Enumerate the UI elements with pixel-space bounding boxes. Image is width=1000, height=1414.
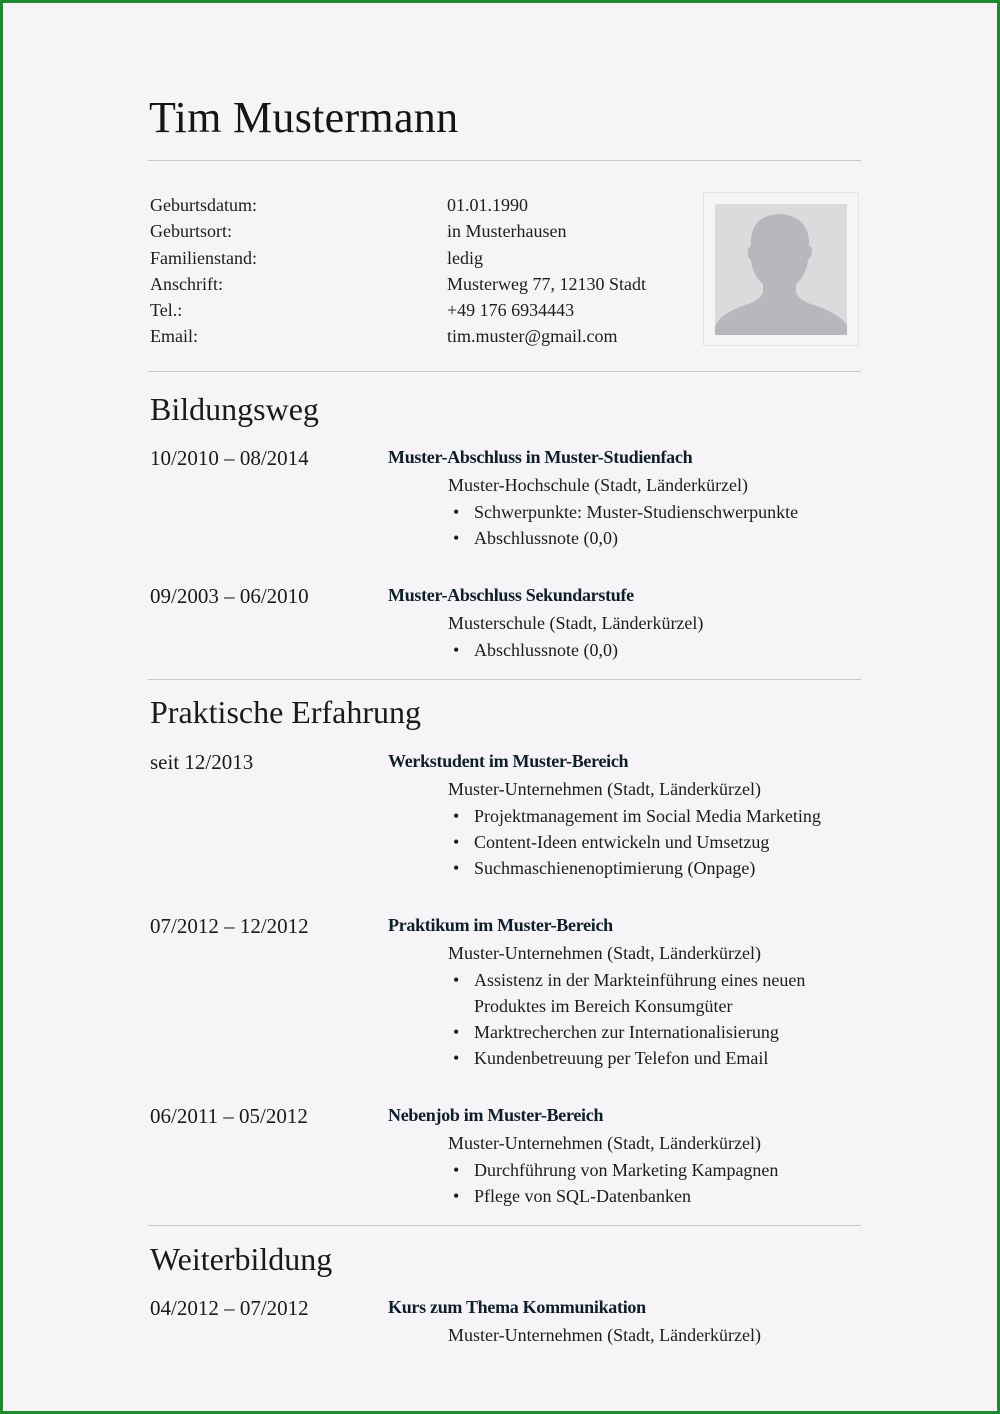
- entry-title: Praktikum im Muster-Bereich: [388, 915, 613, 935]
- divider: [148, 1225, 861, 1226]
- entry-title: Werkstudent im Muster-Bereich: [388, 751, 629, 771]
- entry-org: Muster-Hochschule (Stadt, Länderkürzel): [448, 475, 749, 495]
- entry-org: Muster-Unternehmen (Stadt, Länderkürzel): [448, 943, 762, 963]
- entry-date: 09/2003 – 06/2010: [150, 584, 309, 608]
- personal-details: [150, 192, 670, 350]
- bullet-item: • Abschlussnote (0,0): [448, 637, 848, 663]
- bullet-item: • Schwerpunkte: Muster-Studienschwerpunkte: [448, 499, 848, 525]
- personal-value: 01.01.1990: [447, 195, 528, 215]
- bullet-item: • Assistenz in der Markteinführung eines neuen Produktes im Bereich Konsumgüter: [448, 967, 843, 1020]
- cv-name: Tim Mustermann: [149, 93, 459, 142]
- personal-label: Geburtsort:: [150, 221, 232, 242]
- photo-placeholder: [715, 204, 847, 335]
- personal-row-marital-status: [150, 245, 670, 271]
- personal-row-birthdate: [150, 192, 670, 218]
- bullet-item: • Pflege von SQL-Datenbanken: [448, 1183, 848, 1209]
- profile-photo: [703, 192, 859, 346]
- personal-row-email: [150, 323, 670, 349]
- entry-title: Muster-Abschluss Sekundarstufe: [388, 585, 634, 605]
- personal-row-phone: [150, 297, 670, 323]
- personal-row-address: [150, 271, 670, 297]
- section-title-weiterbildung: Weiterbildung: [150, 1241, 333, 1277]
- bullet-item: • Durchführung von Marketing Kampagnen: [448, 1157, 848, 1183]
- entry-date: 06/2011 – 05/2012: [150, 1104, 308, 1128]
- entry-org: Muster-Unternehmen (Stadt, Länderkürzel): [448, 1133, 762, 1153]
- bullet-item: • Marktrecherchen zur Internationalisierung: [448, 1019, 843, 1045]
- entry-org: Muster-Unternehmen (Stadt, Länderkürzel): [448, 1325, 762, 1345]
- personal-value: tim.muster@gmail.com: [447, 326, 618, 347]
- entry-bullets: [448, 637, 848, 663]
- personal-label: Familienstand:: [150, 247, 257, 268]
- entry-org: Musterschule (Stadt, Länderkürzel): [448, 613, 704, 633]
- bullet-item: • Projektmanagement im Social Media Marketing: [448, 803, 848, 829]
- entry-title: Kurs zum Thema Kommunikation: [388, 1297, 646, 1317]
- personal-value: ledig: [447, 247, 483, 268]
- personal-label: Anschrift:: [150, 273, 223, 294]
- divider: [148, 371, 861, 372]
- entry-org: Muster-Unternehmen (Stadt, Länderkürzel): [448, 779, 762, 799]
- entry-date: 04/2012 – 07/2012: [150, 1296, 309, 1320]
- personal-value: Musterweg 77, 12130 Stadt: [447, 273, 646, 294]
- entry-bullets: [448, 499, 848, 552]
- section-title-praktische-erfahrung: Praktische Erfahrung: [150, 694, 422, 730]
- bullet-item: • Kundenbetreuung per Telefon und Email: [448, 1045, 843, 1071]
- section-title-bildungsweg: Bildungsweg: [150, 391, 319, 427]
- entry-bullets: [448, 1157, 848, 1210]
- entry-date: 07/2012 – 12/2012: [150, 914, 309, 938]
- entry-date: seit 12/2013: [150, 750, 254, 774]
- entry-title: Muster-Abschluss in Muster-Studienfach: [388, 447, 693, 467]
- personal-row-birthplace: [150, 218, 670, 244]
- personal-label: Geburtsdatum:: [150, 195, 257, 215]
- personal-label: Email:: [150, 326, 198, 347]
- bullet-item: • Suchmaschienenoptimierung (Onpage): [448, 855, 848, 881]
- entry-title: Nebenjob im Muster-Bereich: [388, 1105, 604, 1125]
- personal-label: Tel.:: [150, 300, 183, 321]
- divider: [148, 679, 861, 680]
- bullet-item: • Content-Ideen entwickeln und Umsetzug: [448, 829, 848, 855]
- personal-value: in Musterhausen: [447, 221, 567, 242]
- person-silhouette-icon: [715, 204, 847, 335]
- entry-bullets: [448, 967, 843, 1072]
- bullet-item: • Abschlussnote (0,0): [448, 525, 848, 551]
- entry-date: 10/2010 – 08/2014: [150, 446, 309, 470]
- divider: [148, 160, 861, 161]
- entry-bullets: [448, 803, 848, 882]
- personal-value: +49 176 6934443: [447, 300, 575, 321]
